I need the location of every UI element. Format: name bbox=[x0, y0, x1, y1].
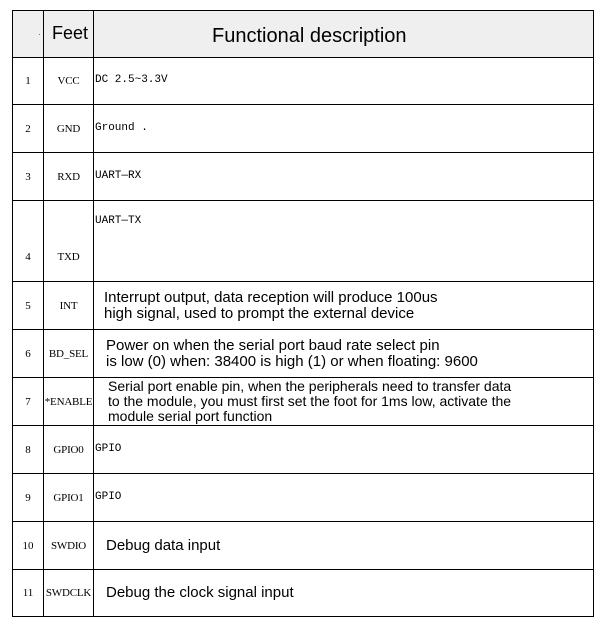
row-number: 11 bbox=[13, 570, 44, 617]
row-number: 10 bbox=[13, 522, 44, 570]
pin-name: TXD bbox=[44, 201, 94, 282]
row-number: 3 bbox=[13, 153, 44, 201]
pin-description: UART—RX bbox=[94, 153, 594, 201]
header-index-cell: · bbox=[13, 11, 44, 58]
pin-description: Debug data input bbox=[94, 522, 594, 570]
row-number: 8 bbox=[13, 426, 44, 474]
pin-description: GPIO bbox=[94, 426, 594, 474]
table-row bbox=[13, 282, 594, 330]
table-row bbox=[13, 570, 594, 617]
table-row bbox=[13, 330, 594, 378]
pin-description: GPIO bbox=[94, 474, 594, 522]
table-row bbox=[13, 474, 594, 522]
table-row bbox=[13, 58, 594, 105]
pin-name: RXD bbox=[44, 153, 94, 201]
table-row bbox=[13, 426, 594, 474]
pin-name: GPIO0 bbox=[44, 426, 94, 474]
pin-description: Debug the clock signal input bbox=[94, 570, 594, 617]
header-description-cell: Functional description bbox=[94, 11, 594, 58]
pin-name: *ENABLE bbox=[44, 378, 94, 426]
table-row bbox=[13, 201, 594, 282]
description-line: to the module, you must first set the foot for 1ms low, activate the bbox=[108, 393, 512, 409]
table-row bbox=[13, 153, 594, 201]
description-line: Serial port enable pin, when the peripherals need to transfer data bbox=[108, 378, 512, 394]
pin-description bbox=[94, 378, 594, 426]
row-number: 9 bbox=[13, 474, 44, 522]
table-row bbox=[13, 522, 594, 570]
table-header-row bbox=[13, 11, 594, 58]
pin-name: VCC bbox=[44, 58, 94, 105]
pin-name: BD_SEL bbox=[44, 330, 94, 378]
description-line: Power on when the serial port baud rate select pin bbox=[106, 336, 440, 354]
table-row bbox=[13, 378, 594, 426]
row-number: 5 bbox=[13, 282, 44, 330]
description-line: Interrupt output, data reception will produce 100us bbox=[104, 288, 438, 306]
row-number: 2 bbox=[13, 105, 44, 153]
row-number: 6 bbox=[13, 330, 44, 378]
pin-name: GPIO1 bbox=[44, 474, 94, 522]
pin-name: SWDCLK bbox=[44, 570, 94, 617]
table-row bbox=[13, 105, 594, 153]
pin-name: INT bbox=[44, 282, 94, 330]
pin-name: GND bbox=[44, 105, 94, 153]
pin-description bbox=[94, 330, 594, 378]
description-line: high signal, used to prompt the external device bbox=[104, 304, 415, 322]
pin-description: Ground . bbox=[94, 105, 594, 153]
description-line: module serial port function bbox=[108, 408, 273, 424]
row-number: 1 bbox=[13, 58, 44, 105]
pin-description-table bbox=[12, 10, 594, 617]
row-number: 7 bbox=[13, 378, 44, 426]
pin-description: UART—TX bbox=[94, 201, 594, 282]
pin-description bbox=[94, 282, 594, 330]
pin-name: SWDIO bbox=[44, 522, 94, 570]
row-number: 4 bbox=[13, 201, 44, 282]
description-line: is low (0) when: 38400 is high (1) or when floating: 9600 bbox=[106, 352, 478, 370]
header-feet-cell: Feet bbox=[44, 11, 94, 58]
pin-description: DC 2.5~3.3V bbox=[94, 58, 594, 105]
